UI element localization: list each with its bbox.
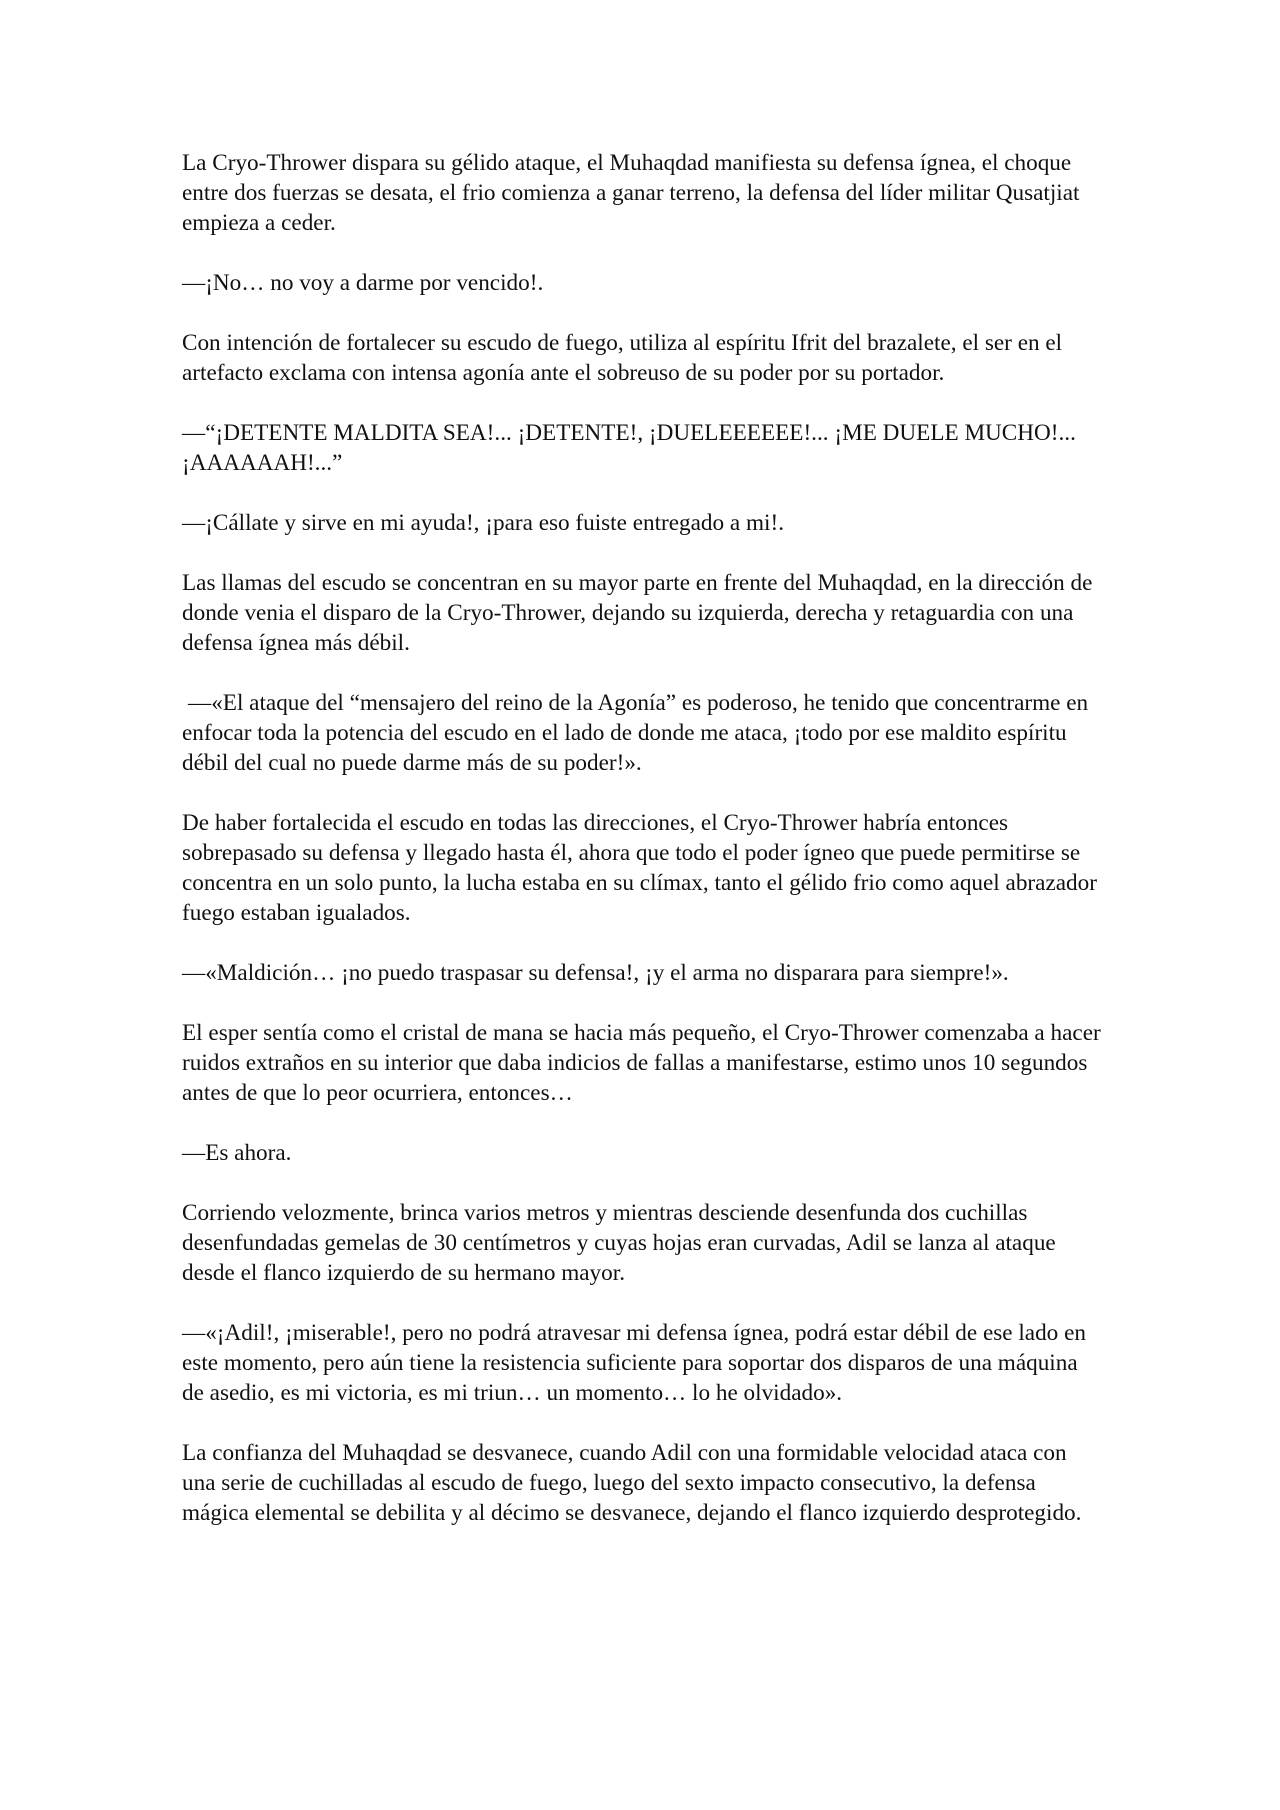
paragraph-4: —“¡DETENTE MALDITA SEA!... ¡DETENTE!, ¡DUELEEEEEE!... ¡ME DUELE MUCHO!... ¡AAAAAAH!...” — [182, 420, 1076, 476]
paragraph-9: —«Maldición… ¡no puedo traspasar su defensa!, ¡y el arma no disparara para siempre!». — [182, 960, 1009, 986]
paragraph-12: Corriendo velozmente, brinca varios metros y mientras desciende desenfunda dos cuchillas desenfundadas gemelas de 30 centímetros y cuyas hojas eran curvadas, Adil se lanza al ataque desde el flanco izquierdo de su hermano mayor. — [182, 1200, 1056, 1286]
paragraph-10: El esper sentía como el cristal de mana se hacia más pequeño, el Cryo-Thrower comenzaba a hacer ruidos extraños en su interior que daba indicios de fallas a manifestarse, estimo unos 10 segundos antes de que lo peor ocurriera, entonces… — [182, 1020, 1101, 1106]
document-page — [182, 148, 1102, 1558]
paragraph-6: Las llamas del escudo se concentran en su mayor parte en frente del Muhaqdad, en la dirección de donde venia el disparo de la Cryo-Thrower, dejando su izquierda, derecha y retaguardia con una defensa ígnea más débil. — [182, 570, 1093, 656]
paragraph-5: —¡Cállate y sirve en mi ayuda!, ¡para eso fuiste entregado a mi!. — [182, 510, 785, 536]
paragraph-3: Con intención de fortalecer su escudo de fuego, utiliza al espíritu Ifrit del brazalete, el ser en el artefacto exclama con intensa agonía ante el sobreuso de su poder por su portador. — [182, 330, 1063, 386]
paragraph-1: La Cryo-Thrower dispara su gélido ataque, el Muhaqdad manifiesta su defensa ígnea, el choque entre dos fuerzas se desata, el frio comienza a ganar terreno, la defensa del líder militar Qusatjiat empieza a ceder. — [182, 150, 1080, 236]
paragraph-14: La confianza del Muhaqdad se desvanece, cuando Adil con una formidable velocidad ataca con una serie de cuchilladas al escudo de fuego, luego del sexto impacto consecutivo, la defensa mágica elemental se debilita y al décimo se desvanece, dejando el flanco izquierdo desprotegido. — [182, 1440, 1082, 1526]
paragraph-7: —«El ataque del “mensajero del reino de la Agonía” es poderoso, he tenido que concentrarme en enfocar toda la potencia del escudo en el lado de donde me ataca, ¡todo por ese maldito espíritu débil del cual no puede darme más de su poder!». — [182, 690, 1089, 776]
paragraph-2: —¡No… no voy a darme por vencido!. — [182, 270, 544, 296]
paragraph-11: —Es ahora. — [182, 1140, 292, 1166]
paragraph-13: —«¡Adil!, ¡miserable!, pero no podrá atravesar mi defensa ígnea, podrá estar débil de ese lado en este momento, pero aún tiene la resistencia suficiente para soportar dos disparos de una máquina de asedio, es mi victoria, es mi triun… un momento… lo he olvidado». — [182, 1320, 1086, 1406]
paragraph-8: De haber fortalecida el escudo en todas las direcciones, el Cryo-Thrower habría entonces sobrepasado su defensa y llegado hasta él, ahora que todo el poder ígneo que puede permitirse se concentra en un solo punto, la lucha estaba en su clímax, tanto el gélido frio como aquel abrazador fuego estaban igualados. — [182, 810, 1097, 926]
